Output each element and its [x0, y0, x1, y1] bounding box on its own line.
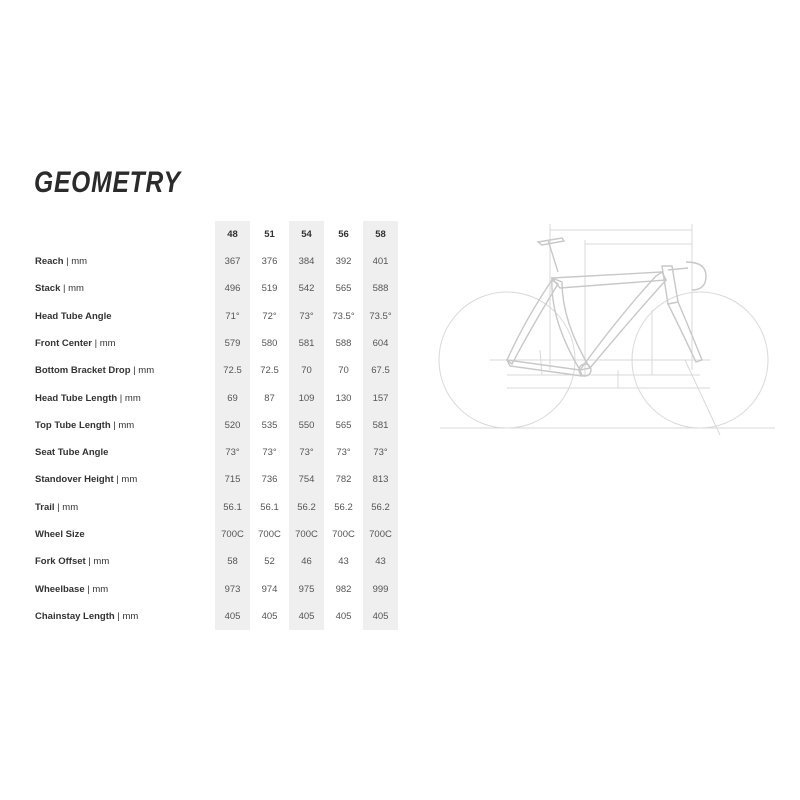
row-label-unit: | mm: [117, 392, 141, 404]
row-label-name: Bottom Bracket Drop: [35, 365, 131, 377]
chainstay: [507, 360, 582, 376]
table-cell: 70: [301, 365, 312, 377]
table-cell: 43: [375, 556, 386, 568]
table-cell: 157: [372, 392, 389, 404]
table-cell: 736: [261, 474, 278, 486]
table-cell: 782: [335, 474, 352, 486]
table-cell: 70: [338, 365, 349, 377]
table-cell: 973: [224, 583, 241, 595]
table-cell: 588: [372, 283, 389, 295]
table-cell: 376: [261, 256, 278, 267]
table-cell: 813: [372, 474, 389, 486]
table-cell: 519: [261, 283, 278, 295]
size-header: 58: [375, 229, 386, 240]
row-label-unit: | mm: [110, 419, 135, 431]
row-label-unit: | mm: [92, 337, 116, 349]
table-cell: 69: [227, 392, 238, 404]
table-cell: 975: [298, 583, 315, 595]
row-label-name: Wheelbase: [35, 583, 85, 595]
table-cell: 405: [335, 610, 352, 622]
table-cell: 405: [224, 610, 241, 622]
table-cell: 405: [372, 610, 389, 622]
row-label-unit: | mm: [84, 583, 109, 595]
row-label-unit: | mm: [130, 365, 155, 377]
table-cell: 550: [298, 419, 315, 431]
row-label-name: Seat Tube Angle: [35, 447, 109, 459]
row-label: [35, 502, 78, 513]
page-title: GEOMETRY: [34, 166, 181, 199]
row-label-name: Front Center: [35, 337, 92, 349]
row-label-unit: | mm: [60, 283, 84, 295]
table-cell: 565: [335, 283, 352, 295]
table-cell: 56.2: [334, 501, 353, 513]
table-cell: 130: [335, 392, 352, 404]
table-cell: 999: [372, 583, 389, 595]
row-label: [35, 447, 108, 458]
row-label-name: Chainstay Length: [35, 610, 115, 622]
table-cell: 73°: [225, 447, 240, 459]
table-cell: 579: [224, 337, 241, 349]
row-label: [35, 474, 137, 485]
table-cell: 405: [261, 610, 278, 622]
table-cell: 71°: [225, 310, 240, 322]
head-tube: [662, 266, 678, 304]
table-cell: 700C: [332, 529, 355, 540]
row-label: [35, 529, 85, 540]
size-header: 56: [338, 229, 349, 240]
table-cell: 581: [298, 337, 315, 349]
table-cell: 73°: [299, 310, 314, 322]
table-cell: 72°: [262, 310, 277, 322]
table-cell: 580: [261, 337, 278, 349]
table-cell: 87: [264, 392, 275, 404]
table-cell: 384: [298, 256, 315, 267]
row-label-name: Trail: [35, 501, 55, 513]
table-cell: 73.5°: [332, 310, 355, 322]
table-cell: 588: [335, 337, 352, 349]
table-cell: 392: [335, 256, 352, 267]
table-cell: 73.5°: [369, 310, 392, 322]
row-label-name: Head Tube Length: [35, 392, 118, 404]
row-label-unit: | mm: [114, 610, 139, 622]
row-label: [35, 393, 141, 404]
table-cell: 581: [372, 419, 389, 431]
table-cell: 700C: [369, 529, 392, 540]
table-cell: 56.2: [297, 501, 316, 513]
table-cell: 520: [224, 419, 241, 431]
table-cell: 715: [224, 474, 241, 486]
table-cell: 535: [261, 419, 278, 431]
table-cell: 72.5: [223, 365, 242, 377]
row-label-name: Top Tube Length: [35, 419, 111, 431]
table-cell: 754: [298, 474, 315, 486]
handlebar: [686, 262, 706, 290]
fork: [668, 302, 702, 362]
row-label: [35, 365, 154, 376]
table-cell: 43: [338, 556, 349, 568]
row-label: [35, 256, 87, 267]
row-label-name: Standover Height: [35, 474, 114, 486]
table-cell: 700C: [221, 529, 244, 540]
table-cell: 58: [227, 556, 238, 568]
table-cell: 565: [335, 419, 352, 431]
table-cell: 700C: [258, 529, 281, 540]
table-cell: 72.5: [260, 365, 279, 377]
row-label: [35, 556, 109, 567]
row-label: [35, 311, 112, 322]
size-header: 51: [264, 229, 275, 240]
table-cell: 56.1: [223, 501, 242, 513]
seat-tube: [552, 278, 590, 370]
size-header: 54: [301, 229, 312, 240]
row-label: [35, 338, 116, 349]
down-tube: [580, 272, 666, 370]
row-label: [35, 283, 84, 294]
table-cell: 73°: [299, 447, 314, 459]
table-cell: 604: [372, 337, 389, 349]
table-cell: 982: [335, 583, 352, 595]
row-label-name: Fork Offset: [35, 556, 86, 568]
table-cell: 52: [264, 556, 275, 568]
table-cell: 56.2: [371, 501, 390, 513]
table-cell: 401: [372, 256, 389, 267]
row-label-name: Head Tube Angle: [35, 310, 112, 322]
bike-geometry-diagram: [430, 210, 780, 450]
table-cell: 46: [301, 556, 312, 568]
row-label-unit: | mm: [54, 501, 79, 513]
table-cell: 56.1: [260, 501, 279, 513]
saddle: [538, 238, 564, 245]
row-label-name: Wheel Size: [35, 529, 85, 540]
stem: [668, 268, 688, 270]
table-cell: 67.5: [371, 365, 390, 377]
row-label: [35, 611, 138, 622]
row-label-unit: | mm: [113, 474, 138, 486]
row-label-name: Stack: [35, 283, 61, 295]
table-cell: 974: [261, 583, 278, 595]
row-label-unit: | mm: [85, 556, 110, 568]
row-label: [35, 420, 134, 431]
table-cell: 73°: [336, 447, 351, 459]
table-cell: 367: [224, 256, 241, 267]
row-label: [35, 584, 108, 595]
size-header: 48: [227, 229, 238, 240]
row-label-name: Reach: [35, 256, 64, 267]
table-cell: 700C: [295, 529, 318, 540]
table-cell: 542: [298, 283, 315, 295]
table-cell: 496: [224, 283, 241, 295]
table-cell: 73°: [262, 447, 277, 459]
table-cell: 405: [298, 610, 315, 622]
table-cell: 73°: [373, 447, 388, 459]
top-tube: [552, 272, 666, 288]
row-label-unit: | mm: [63, 256, 88, 267]
table-cell: 109: [298, 392, 315, 404]
